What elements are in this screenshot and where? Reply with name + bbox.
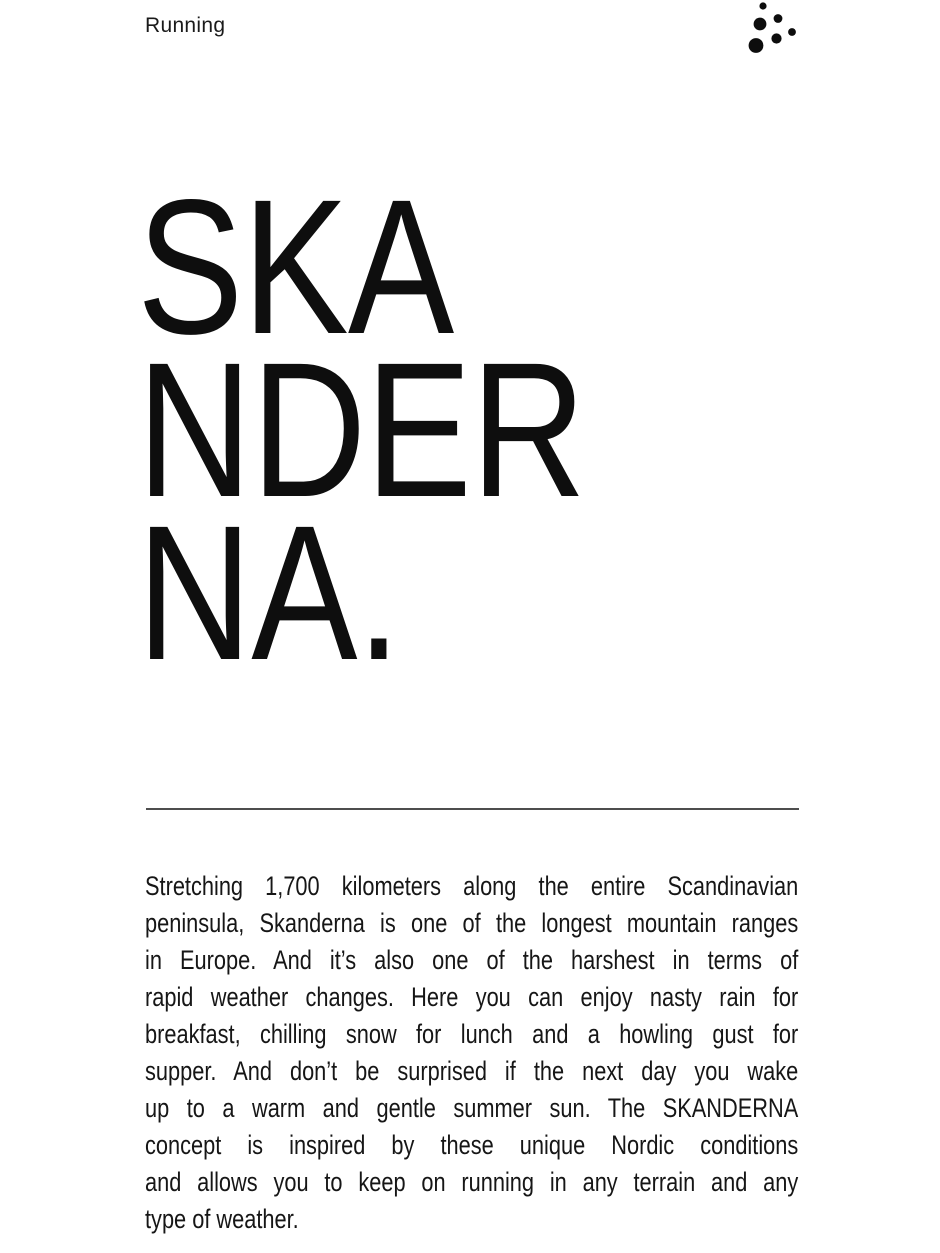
article-line: up to a warm and gentle summer sun. The SKANDERNA: [145, 1093, 799, 1123]
article-line: Stretching 1,700 kilometers along the entire Scandinavian: [145, 871, 799, 901]
article-line: breakfast, chilling snow for lunch and a howling gust for: [145, 1019, 799, 1049]
article-line: rapid weather changes. Here you can enjoy nasty rain for: [145, 982, 799, 1012]
headline-line-2: NDER: [137, 322, 586, 537]
headline-line-3: NA.: [137, 485, 401, 700]
headline-line-1: SKA: [137, 159, 454, 374]
article-paragraph: [145, 868, 798, 1238]
article-line: and allows you to keep on running in any terrain and any: [145, 1167, 799, 1197]
article-line: type of weather.: [145, 1204, 299, 1234]
article-line: peninsula, Skanderna is one of the longest mountain ranges: [145, 908, 799, 938]
category-label: Running: [145, 14, 226, 37]
page-title: [137, 159, 586, 700]
craft-dots-logo-icon: [744, 0, 808, 58]
article-line: supper. And don’t be surprised if the next day you wake: [145, 1056, 799, 1086]
article-line: in Europe. And it’s also one of the harshest in terms of: [145, 945, 799, 975]
article-line: concept is inspired by these unique Nordic conditions: [145, 1130, 799, 1160]
divider-rule: [146, 808, 799, 810]
